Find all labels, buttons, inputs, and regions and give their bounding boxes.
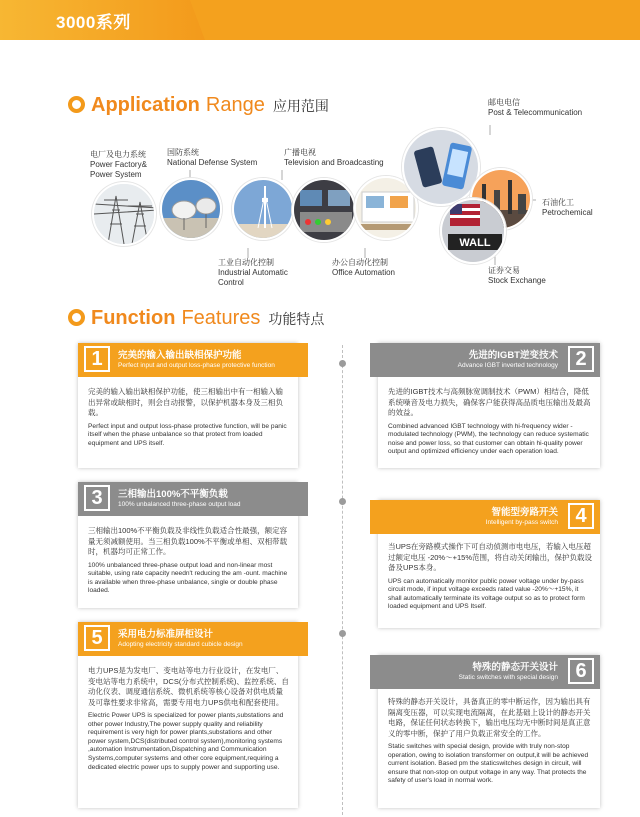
app-label-petrochemical: 石油化工 Petrochemical: [542, 198, 593, 217]
defense-system-image: [160, 178, 222, 240]
app-label-telecom: 邮电电信 Post & Telecommunication: [488, 98, 583, 117]
feature-title-cn-3: 三相输出100%不平衡负载: [118, 489, 228, 500]
feature-body-1: 完美的输入输出缺相保护功能，使三相输出中有一相输入输出异常或缺相时，则会自动报警，以保护机器本身及三相负载。 Perfect input and output loss-phase protective function, will be panic itself when the phase unbalance so that protect from loaded equipment and UPS itself.: [88, 387, 287, 447]
app-label-stock: 证券交易 Stock Exchange: [488, 266, 546, 285]
feature-card-4: [378, 500, 600, 628]
feature-number-2: 2: [568, 346, 594, 372]
app-label-office: 办公自动化控制 Office Automation: [332, 258, 395, 277]
timeline-dot: [339, 630, 346, 637]
feature-title-en-1: Perfect input and output loss-phase protective function: [118, 362, 275, 369]
application-range-title: Application Range 应用范围: [68, 94, 329, 117]
feature-body-4: 当UPS在旁路模式操作下可自动侦测市电电压，若输入电压超过额定电压 -20%～+15%范围，将自动关闭输出，保护负载设备及UPS本身。 UPS can automatically monitor public power voltage under by-pass circuit mode, if input voltage exceeds rated value -20%～+15%, it shall automatically terminate its voltage output so as to protect form loaded equipment and UPS Itself.: [388, 542, 592, 611]
feature-title-en-6: Static switches with special design: [458, 674, 558, 681]
feature-title-cn-5: 采用电力标准屏柜设计: [118, 629, 214, 640]
feature-header-1: [78, 343, 308, 377]
series-title: 3000系列: [56, 13, 131, 32]
function-features-title: Function Features 功能特点: [68, 307, 324, 330]
feature-card-6: [378, 655, 600, 808]
feature-number-6: 6: [568, 658, 594, 684]
timeline-spine: [342, 345, 343, 815]
app-label-power: 电厂及电力系统 Power Factory& Power System: [90, 150, 147, 179]
power-system-image: [92, 182, 156, 246]
feature-card-1: [78, 343, 298, 468]
feature-title-en-4: Intelligent by-pass switch: [485, 519, 558, 526]
app-label-industrial: 工业自动化控制 Industrial Automatic Control: [218, 258, 288, 287]
feature-card-2: [378, 343, 600, 468]
timeline-dot: [339, 498, 346, 505]
feature-header-2: [370, 343, 600, 377]
feature-title-cn-6: 特殊的静态开关设计: [472, 662, 558, 673]
feature-number-1: 1: [84, 346, 110, 372]
ring-icon: [68, 309, 85, 326]
feature-header-3: [78, 482, 308, 516]
feature-body-6: 特殊的静态开关设计，具备真正的零中断运作，因为输出具有隔离变压器，可以实现电流隔离，在此基础上设计的静态开关电路，保证任何状态转换下，输出电压均无中断时间是真正意义的零中断，保护了用户负载正常安全的工作。 Static switches with special design, provide with truly non-stop operation, owing to isolation transformer on output,it will be achieved current isolation. Based pm the staticswitches design in circuit, will ensure that non-stop on output voltage in any way. That protects the safety of user's load in normal work.: [388, 697, 591, 785]
feature-title-cn-4: 智能型旁路开关: [491, 507, 558, 518]
feature-title-cn-2: 先进的IGBT逆变技术: [468, 350, 558, 361]
app-label-defense: 国防系统 National Defense System: [167, 148, 258, 167]
app-label-broadcasting: 广播电视 Television and Broadcasting: [284, 148, 384, 167]
feature-body-3: 三相输出100%不平衡负载及非线性负载适合性最强，额定容量无须减额使用。当三相负载100%不平衡或单相、双相带载时，机器均可正常工作。 100% unbalanced three-phase output load and non-linear most suitable, using rate capacity needn't reducing the am -ount. machine is available when three-phase unbalance, single or double phase loaded.: [88, 526, 288, 595]
timeline-dot: [339, 360, 346, 367]
feature-number-4: 4: [568, 503, 594, 529]
feature-number-3: 3: [84, 485, 110, 511]
feature-title-cn-1: 完美的输入输出缺相保护功能: [118, 350, 242, 361]
feature-header-5: [78, 622, 308, 656]
feature-number-5: 5: [84, 625, 110, 651]
industrial-control-image: [292, 178, 356, 242]
svg-text:WALL: WALL: [459, 237, 491, 249]
broadcasting-image: [232, 178, 294, 240]
stock-exchange-image: [440, 198, 506, 264]
feature-title-en-5: Adopting electricity standard cubicle design: [118, 641, 243, 648]
feature-header-4: [370, 500, 600, 534]
feature-card-3: [78, 482, 298, 608]
feature-body-5: 电力UPS是为发电厂、变电站等电力行业设计，在发电厂、变电站等电力系统中，DCS(分布式控制系统)、监控系统、自动化仪表、调度通信系统、微机系统等核心设备对供电质量及可靠性要求非常高，需要专用电力UPS供电和配套使用。 Electric Power UPS is specialized for power plants,substations and other power Industry,The power supply quality and reliability requirement is very high for power plants,substations and other power system,DCS(distributed control system),monitoring systems ,automation Instrumentation,Dispatching and Communication Systems,computer systems and other core equipment,requiring a dedicated electric power ups to supply power and supporting use.: [88, 666, 289, 771]
feature-header-6: [370, 655, 600, 689]
feature-title-en-2: Advance IGBT inverted technology: [457, 362, 558, 369]
telecom-image: [402, 128, 480, 206]
feature-card-5: [78, 622, 298, 808]
feature-title-en-3: 100% unbalanced three-phase output load: [118, 501, 241, 508]
feature-body-2: 先进的IGBT技术与高频脉宽调制技术（PWM）相结合，降低系统噪音及电力损失，确保客户能获得高品质电压输出及最高的效益。 Combined advanced IGBT technology with hi-frequency wider -modulated technology (PWM), the technology can reduce systematic noise and power loss, so that customer can obtain hi-quality power output and optimized efficiency under each operation load.: [388, 387, 591, 456]
